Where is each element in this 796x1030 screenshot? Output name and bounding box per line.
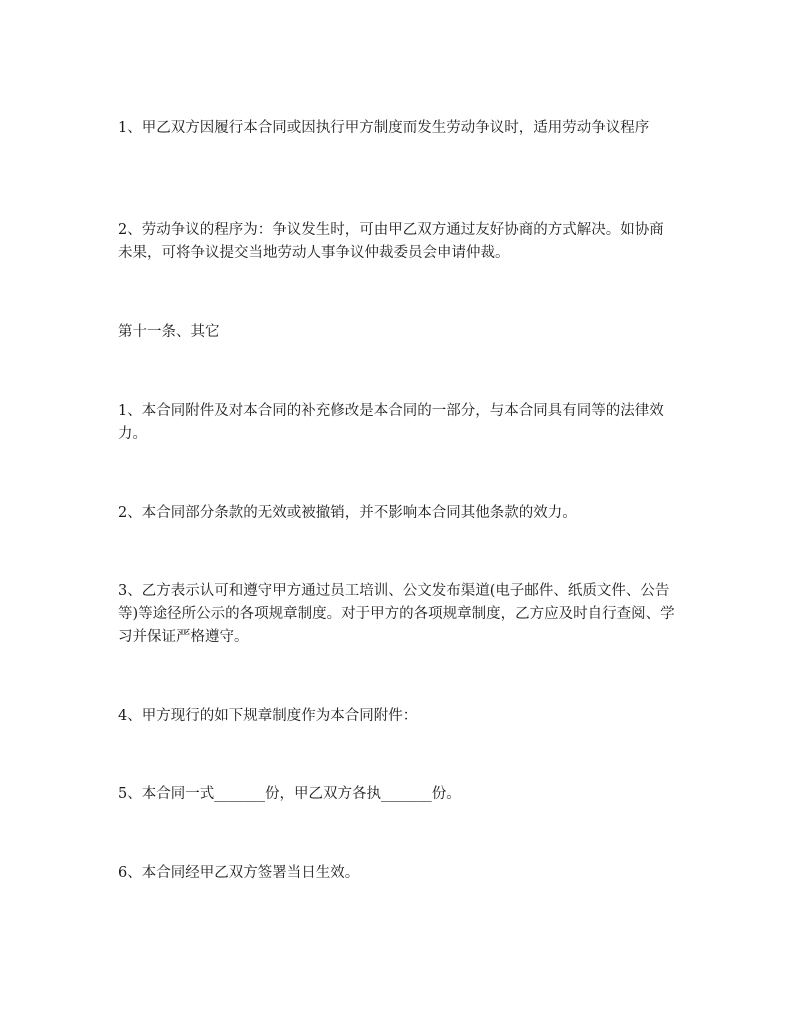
clause-11-item-2: 2、本合同部分条款的无效或被撤销，并不影响本合同其他条款的效力。 xyxy=(118,505,577,521)
clause-11-item-3: 3、乙方表示认可和遵守甲方通过员工培训、公文发布渠道(电子邮件、纸质文件、公告等)等途径所公示的各项规章制度。对于甲方的各项规章制度，乙方应及时自行查阅、学习并保证严格遵守。 xyxy=(118,583,675,645)
clause-11-item-4: 4、甲方现行的如下规章制度作为本合同附件： xyxy=(118,708,418,724)
clause-11-item-5: 5、本合同一式_______份，甲乙双方各执_______份。 xyxy=(118,786,461,802)
clause-10-item-2: 2、劳动争议的程序为：争议发生时，可由甲乙双方通过友好协商的方式解决。如协商未果，可将争议提交当地劳动人事争议仲裁委员会申请仲裁。 xyxy=(118,222,664,261)
clause-11-item-1: 1、本合同附件及对本合同的补充修改是本合同的一部分，与本合同具有同等的法律效力。 xyxy=(118,403,664,442)
section-heading-article-11: 第十一条、其它 xyxy=(118,324,220,340)
clause-10-item-1: 1、甲乙双方因履行本合同或因执行甲方制度而发生劳动争议时，适用劳动争议程序 xyxy=(118,120,650,136)
clause-11-item-6: 6、本合同经甲乙双方签署当日生效。 xyxy=(118,865,360,881)
